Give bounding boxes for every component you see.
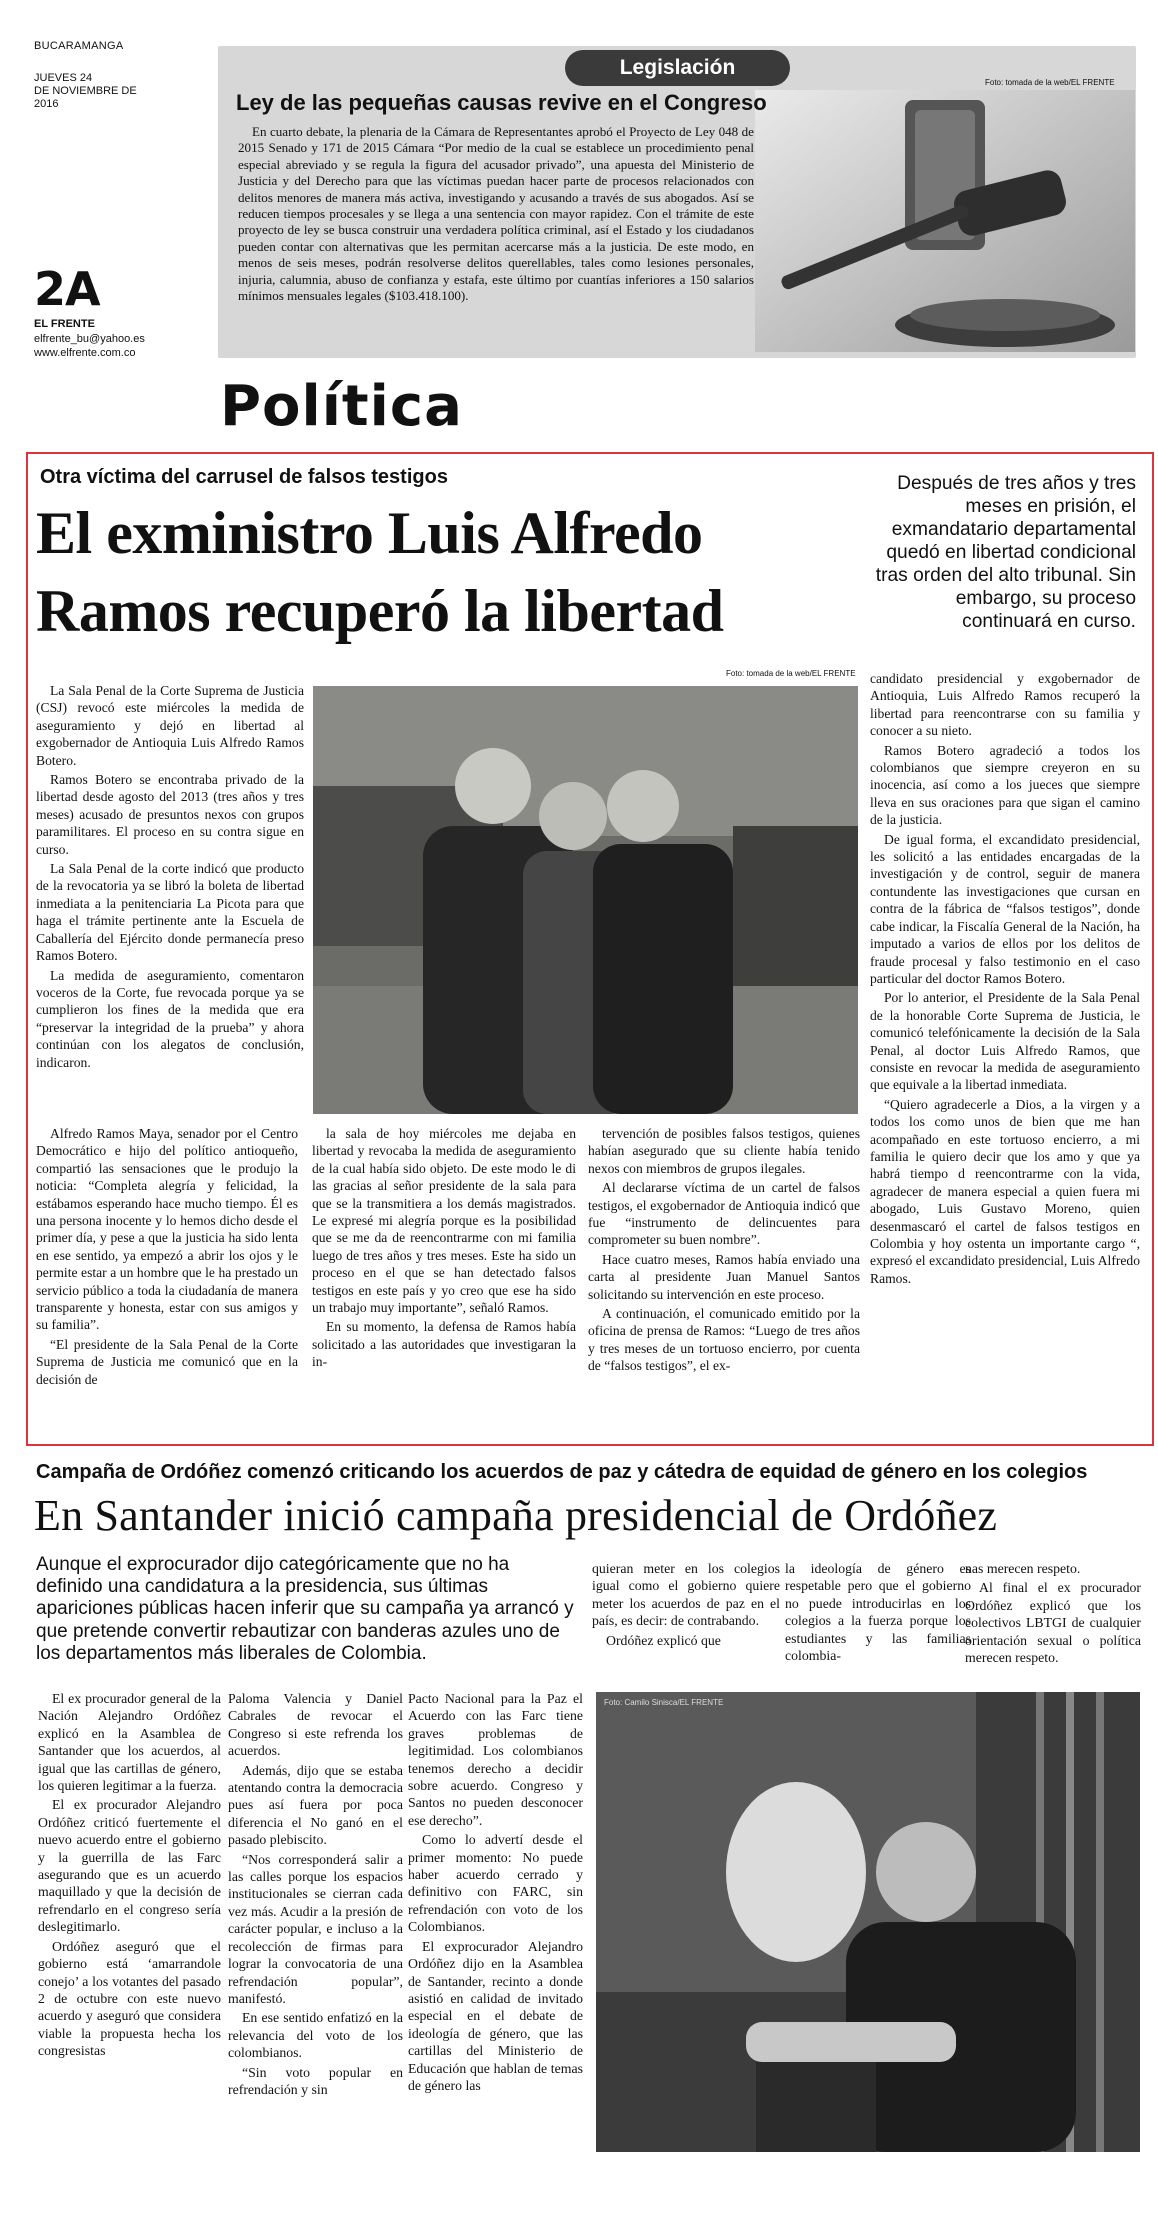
- paragraph: En su momento, la defensa de Ramos había solicitado a las autoridades que investigaran la in-: [312, 1319, 576, 1370]
- paragraph: Al declararse víctima de un cartel de falsos testigos, el exgobernador de Antioquia indicó que fue “instrumento de delincuentes para comprometer su buen nombre”.: [588, 1180, 860, 1248]
- paragraph: De igual forma, el excandidato presidencial, les solicitó a las entidades encargadas de la investigación y de control, seguir de manera contundente las investigaciones que cursan en contra de la fábrica de “falsos testigos”, donde cabe indicar, la Fiscalía General de la Nación, ha imputado a varios de ellos por los delitos de fraude procesal y falso testimonio en el caso particular del doctor Ramos Botero.: [870, 831, 1140, 986]
- paragraph: Además, dijo que se estaba atentando contra la democracia pues así fuera por poca diferencia el No ganó en el pasado plebiscito.: [228, 1762, 403, 1848]
- legislacion-tab: Legislación: [565, 50, 790, 86]
- main-photo-credit: Foto: tomada de la web/EL FRENTE: [726, 669, 856, 678]
- paragraph: Alfredo Ramos Maya, senador por el Centro Democrático e hijo del político antioqueño, compartió las sensaciones que le produjo la noticia: “Completa alegría y felicidad, la estábamos esperando hace mucho tiempo. Él es una persona inocente y lo hemos dicho desde el primer día, y pese a que la justicia ha sido lenta en ese sentido, ya empezó a abrir los ojos y le permite estar a un hombre que le ha prestado un servicio público a toda la ciudadanía de manera transparente y honesta, estar con sus amigos y su familia”.: [36, 1126, 298, 1333]
- paragraph: “Quiero agradecerle a Dios, a la virgen y a todos los como unos de bien que me han acompañado en este tortuoso encierro, a mi familia le quiero decir que los amo y que ya habrá tiempo d reencontrarme con la vida, agradecer de manera especial a quien fuera mi abogado, Luis Gustavo Moreno, quien desenmascaró el cartel de falsos testigos en Colombia y hoy ostenta un importante cargo “, expresó el excandidato presidencial, Luis Alfredo Ramos.: [870, 1096, 1140, 1286]
- publication-email[interactable]: elfrente_bu@yahoo.es: [34, 333, 145, 345]
- paragraph: El ex procurador general de la Nación Alejandro Ordóñez explicó en la Asamblea de Santander que los acuerdos, al igual que las cartillas de género, los quieren legitimar a la fuerza.: [38, 1691, 221, 1794]
- paragraph: Pacto Nacional para la Paz el Acuerdo con las Farc tiene graves problemas de legitimidad. Los colombianos tenemos derecho a decidir sobre acuerdo. Congreso y Santos no pueden desconocer ese derecho”.: [408, 1691, 583, 1828]
- section-title: Política: [220, 374, 463, 439]
- second-photo-credit: Foto: Camilo Sinisca/EL FRENTE: [604, 1698, 724, 1707]
- paragraph: Paloma Valencia y Daniel Cabrales de revocar el Congreso si este refrenda los acuerdos.: [228, 1691, 403, 1759]
- main-story-summary: Después de tres años y tres meses en prisión, el exmandatario departamental quedó en libertad condicional tras orden del alto tribunal. Sin embargo, su proceso continuará en curso.: [875, 473, 1136, 632]
- paragraph: “El presidente de la Sala Penal de la Corte Suprema de Justicia me comunicó que en la decisión de: [36, 1336, 298, 1387]
- paragraph: Ordóñez explicó que: [606, 1632, 721, 1648]
- second-story-kicker: Campaña de Ordóñez comenzó criticando los acuerdos de paz y cátedra de equidad de género en los colegios: [36, 1461, 1088, 1483]
- second-story-column-4: [592, 1560, 780, 1690]
- gavel-photo: [755, 90, 1135, 352]
- paragraph: Ramos Botero se encontraba privado de la libertad desde agosto del 2013 (tres años y tres meses) acusado de presuntos nexos con grupos paramilitares. El proceso en su contra sigue en curso.: [36, 772, 304, 857]
- paragraph: quieran meter en los colegios igual como el gobierno quiere meter los acuerdos de paz en el país, es decir: de contrabando.: [592, 1561, 780, 1629]
- second-story-column-3: [408, 1690, 583, 2220]
- paragraph: “Sin voto popular en refrendación y sin: [228, 2064, 403, 2097]
- main-story-column-2: [36, 1125, 298, 1435]
- second-story-headline: En Santander inició campaña presidencial de Ordóñez: [34, 1491, 998, 1540]
- paragraph: Al final el ex procurador Ordóñez explicó que los colectivos LBTGI de cualquier orientación sexual o política merecen respeto.: [965, 1580, 1141, 1666]
- main-story-column-1: [36, 682, 304, 1122]
- second-story-column-6: [965, 1560, 1141, 1710]
- paragraph: la sala de hoy miércoles me dejaba en libertad y revocaba la medida de aseguramiento de la cual había sido objeto. De este modo le di las gracias al señor presidente de la sala para que se la transmitiera a los demás magistrados. Le expresé mi alegría porque es la posibilidad que se me da de reencontrarme con mi familia luego de tres años y tres meses. Este ha sido un proceso en el que se han detectado falsos testigos en este país y yo creo que ese ha sido un trabajo muy importante”, señaló Ramos.: [312, 1126, 576, 1316]
- paragraph: Ramos Botero agradeció a todos los colombianos que siempre creyeron en su inocencia, así como a los jueces que siempre lleva en sus oraciones para que sigan el camino de la justicia.: [870, 742, 1140, 828]
- paragraph: La medida de aseguramiento, comentaron voceros de la Corte, fue revocada porque ya se cumplieron los fines de la medida que era “preservar la integridad de la prueba” y ahora continúan con los alegatos de conclusión, indicaron.: [36, 967, 304, 1070]
- paragraph: nas merecen respeto.: [965, 1561, 1081, 1576]
- paragraph: El ex procurador Alejandro Ordóñez criticó fuertemente el nuevo acuerdo entre el gobierno y la guerrilla de las Farc asegurando que es un acuerdo maquillado y que la decisión de refrendarlo en el congreso sería deslegitimarlo.: [38, 1797, 221, 1935]
- paragraph: Por lo anterior, el Presidente de la Sala Penal de la honorable Corte Suprema de Justicia, le comunicó telefónicamente la decisión de la Sala Penal, al doctor Luis Alfredo Ramos, que consiste en revocar la medida de aseguramiento que equivale a la libertad inmediata.: [870, 990, 1140, 1093]
- paragraph: En ese sentido enfatizó en la relevancia del voto de los colombianos.: [228, 2010, 403, 2061]
- legislacion-body: [238, 124, 754, 306]
- second-story-summary: Aunque el exprocurador dijo categóricamente que no ha definido una candidatura a la presidencia, sus últimas apariciones públicas hacen inferir que su campaña ya arrancó y que pretende convertir rebautizar con banderas azules uno de los departamentos más liberales de Colombia.: [36, 1554, 574, 1664]
- legislacion-headline: Ley de las pequeñas causas revive en el Congreso: [236, 90, 767, 115]
- publication-name: EL FRENTE: [34, 318, 95, 330]
- publication-website[interactable]: www.elfrente.com.co: [34, 347, 136, 359]
- main-story-column-4: [588, 1125, 860, 1435]
- speaker-photo: [596, 1692, 1140, 2152]
- date-line2: DE NOVIEMBRE DE 2016: [34, 85, 137, 110]
- date-line1: JUEVES 24: [34, 72, 93, 84]
- main-story-column-5: [870, 670, 1140, 1440]
- paragraph: A continuación, el comunicado emitido por la oficina de prensa de Ramos: “Luego de tres años y tres meses de un tortuoso encierro, por cuenta de “falsos testigos”, el ex-: [588, 1306, 860, 1374]
- page-number: 2A: [34, 262, 100, 316]
- legislacion-photo-credit: Foto: tomada de la web/EL FRENTE: [985, 78, 1115, 87]
- paragraph: Ordóñez aseguró que el gobierno está ‘amarrandole conejo’ a los votantes del pasado 2 de octubre con este nuevo acuerdo y aseguró que considera viable la propuesta hecha los congresistas: [38, 1938, 221, 2059]
- paragraph: Como lo advertí desde el primer momento: No puede haber acuerdo cerrado y definitivo con FARC, sin refrendación con voto de los Colombianos.: [408, 1832, 583, 1935]
- second-story-column-2: [228, 1690, 403, 2220]
- main-story-headline: El exministro Luis Alfredo Ramos recuperó la libertad: [36, 500, 724, 644]
- paragraph: La Sala Penal de la Corte Suprema de Justicia (CSJ) revocó este miércoles la medida de aseguramiento y dejó en libertad al exgobernador de Antioquia Luis Alfredo Ramos Botero.: [36, 683, 304, 768]
- city: BUCARAMANGA: [34, 40, 124, 52]
- main-story-kicker: Otra víctima del carrusel de falsos testigos: [40, 466, 448, 488]
- main-story-column-3: [312, 1125, 576, 1435]
- paragraph: El exprocurador Alejandro Ordóñez dijo en la Asamblea de Santander, recinto a donde asistió en calidad de invitado especial en el debate de ideología de género, que las cartillas del Ministerio de Educación que hablan de temas de género las: [408, 1938, 583, 2093]
- second-story-column-5: [785, 1560, 971, 1690]
- paragraph: la ideología de género es respetable pero que el gobierno no puede introducirlas en los colegios a la fuerza porque los estudiantes y las familias colombia-: [785, 1561, 971, 1664]
- paragraph: candidato presidencial y exgobernador de Antioquia, Luis Alfredo Ramos recuperó la libertad para reencontrarse con su familia y conocer a su nieto.: [870, 671, 1140, 739]
- people-photo: [313, 686, 858, 1114]
- issue-date: [34, 72, 154, 111]
- paragraph: Hace cuatro meses, Ramos había enviado una carta al presidente Juan Manuel Santos solicitando su intervención en este proceso.: [588, 1251, 860, 1302]
- paragraph: tervención de posibles falsos testigos, quienes habían asegurado que su cliente había tenido nexos con miembros de grupos ilegales.: [588, 1126, 860, 1176]
- legislacion-paragraph: En cuarto debate, la plenaria de la Cámara de Representantes aprobó el Proyecto de Ley 048 de 2015 Senado y 171 de 2015 Cámara “Por medio de la cual se establece un procedimiento penal especial abreviado y se regula la figura del acusador privado”, una apuesta del Ministerio de Justicia y del Derecho para que las víctimas puedan hacer parte de procesos relacionados con delitos menores de manera más activa, investigando y acusando a través de sus abogados. Así se reducen tiempos procesales y se llega a una sentencia con mayor rapidez. Con el trámite de este proyecto de ley se busca construir una verdadera política criminal, así el Estado y los ciudadanos pueden contar con alternativas que les permitan acercarse más a la justicia. De este modo, en menos de seis meses, podrán resolverse delitos querellables, tales como lesiones personales, injuria, calumnia, abuso de confianza y estafa, este último por cuantías inferiores a 150 salarios mínimos mensuales legales ($103.418.100).: [238, 124, 754, 304]
- paragraph: La Sala Penal de la corte indicó que producto de la revocatoria ya se libró la boleta de libertad inmediata a la penitenciaria La Picota para que haga el trámite pertinente ante la Escuela de Caballería del Ejército donde permanecía preso Ramos Botero.: [36, 861, 304, 964]
- paragraph: “Nos corresponderá salir a las calles porque los espacios institucionales se cierran cada vez más. Acudir a la presión de carácter popular, e incluso a la recolección de firmas para lograr la convocatoria de una refrendación popular”, manifestó.: [228, 1851, 403, 2006]
- second-story-column-1: [38, 1690, 221, 2220]
